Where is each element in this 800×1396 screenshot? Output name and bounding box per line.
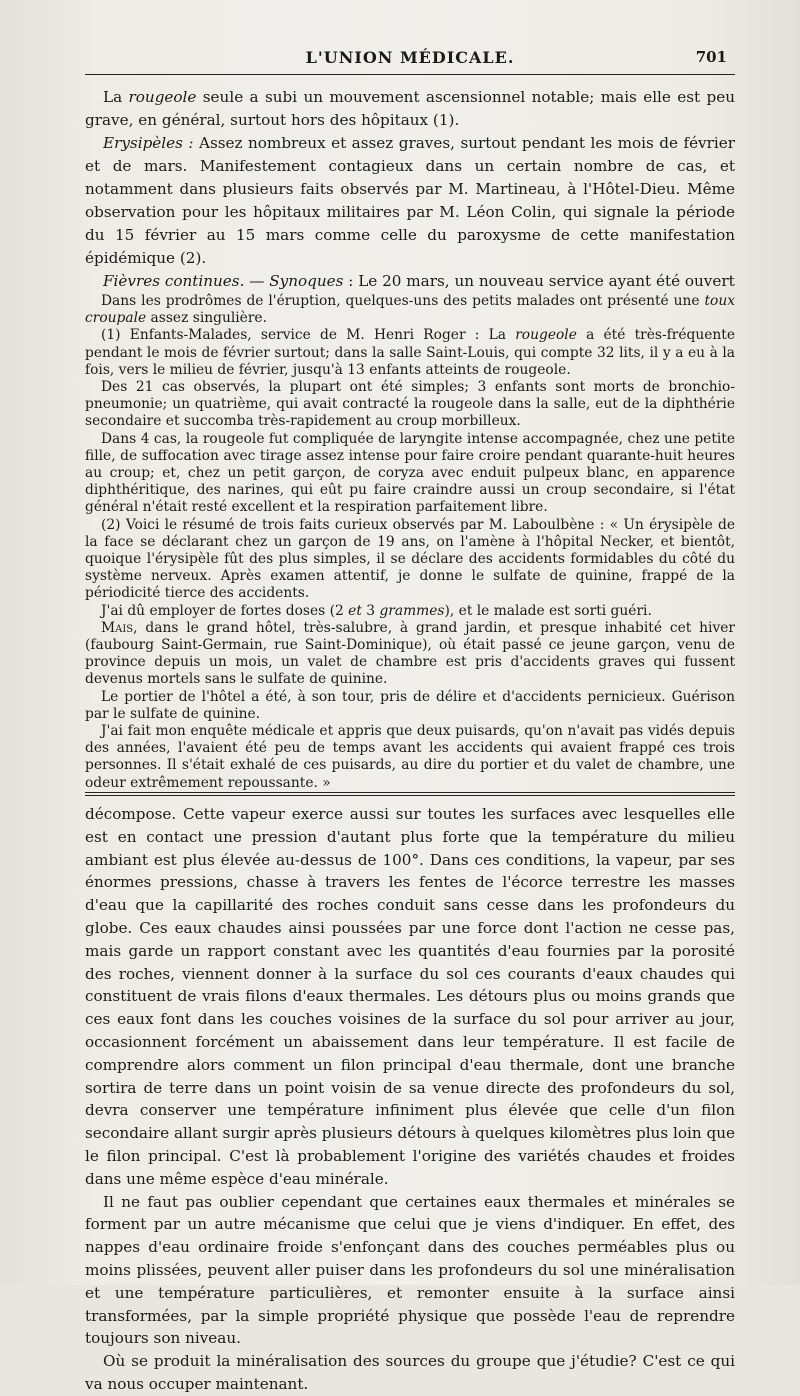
footnote-paragraph: Le portier de l'hôtel a été, à son tour, pris de délire et d'accidents pernicieux. Guérison par le sulfate de quinine. — [85, 688, 735, 722]
footnote-paragraph: Des 21 cas observés, la plupart ont été simples; 3 enfants sont morts de bronchio-pneumonie; un quatrième, qui avait contracté la rougeole dans la salle, eut de la diphthérie secondaire et succomba très-rapidement au croup morbilleux. — [85, 379, 735, 430]
main-text-top — [85, 86, 735, 293]
footnote-paragraph: Dans les prodrômes de l'éruption, quelques-uns des petits malades ont présenté une toux croupale assez singulière. — [85, 293, 735, 327]
paragraph-mineralisation: Où se produit la minéralisation des sources du groupe que j'étudie? C'est ce qui va nous occuper maintenant. — [85, 1352, 735, 1393]
page-number: 701 — [695, 48, 727, 66]
paragraph-fievres: Fièvres continues. — Synoques : Le 20 mars, un nouveau service ayant été ouvert — [103, 272, 735, 290]
paragraph-continued: décompose. Cette vapeur exerce aussi sur toutes les surfaces avec lesquelles elle est en contact une pression d'autant plus forte que la température du milieu ambiant est plus élevée au-dessus de 100°. Dans ces conditions, la vapeur, par ses énormes pressions, chasse à travers les fentes de l'écorce terrestre les masses d'eau que la capillarité des roches conduit sans cesse dans les profondeurs du globe. Ces eaux chaudes ainsi poussées par une force dont l'action ne cesse pas, mais garde un rapport constant avec les quantités d'eau fournies par la porosité des roches, viennent donner à la surface du sol ces courants d'eaux chaudes qui constituent de vrais filons d'eaux thermales. Les détours plus ou moins grands que ces eaux font dans les couches voisines de la surface du sol pour arriver au jour, occasionnent forcément un abaissement dans leur température. Il est facile de comprendre alors comment un filon principal d'eau thermale, dont une branche sortira de terre dans un point voisin de sa venue directe des profondeurs du sol, devra conserver une température infiniment plus élevée que celle d'un filon secondaire allant surgir après plusieurs détours à quelques kilomètres plus loin que le filon principal. C'est là probablement l'origine des variétés chaudes et froides dans une même espèce d'eau minérale. — [85, 805, 735, 1188]
footnote-2: (2) Voici le résumé de trois faits curieux observés par M. Laboulbène : « Un érysipèle de la face se déclarant chez un garçon de 19 ans, on l'amène à l'hôpital Necker, et bientôt, quoique l'érysipèle fût des plus simples, il se déclare des accidents formidables du côté du système nerveux. Après examen attentif, je donne le sulfate de quinine, frappé de la périodicité tierce des accidents. — [85, 516, 735, 602]
footnote-1: (1) Enfants-Malades, service de M. Henri Roger : La rougeole a été très-fréquente pendant le mois de février surtout; dans la salle Saint-Louis, qui compte 32 lits, il y a eu à la fois, vers le milieu de février, jusqu'à 13 enfants atteints de rougeole. — [85, 327, 735, 378]
main-text-bottom — [85, 803, 735, 1396]
footnotes — [85, 293, 735, 792]
footnote-paragraph: J'ai dû employer de fortes doses (2 et 3 grammes), et le malade est sorti guéri. — [101, 602, 652, 619]
header-rule — [85, 74, 735, 75]
footnote-paragraph: J'ai fait mon enquête médicale et appris que deux puisards, qu'on n'avait pas vidés depuis des années, l'avaient été peu de temps avant les accidents qui avaient frappé ces trois personnes. Il s'était exhalé de ces puisards, au dire du portier et du valet de chambre, une odeur extrêmement repoussante. » — [85, 723, 735, 791]
paragraph-mecanisme: Il ne faut pas oublier cependant que certaines eaux thermales et minérales se forment par un autre mécanisme que celui que je viens d'indiquer. En effet, des nappes d'eau ordinaire froide s'enfonçant dans des couches perméables plus ou moins plissées, peuvent aller puiser dans les profondeurs du sol une minéralisation et une température particulières, et remonter ensuite à la surface ainsi transformées, par la simple propriété physique que possède l'eau de reprendre toujours son niveau. — [85, 1192, 735, 1348]
section-divider — [85, 792, 735, 796]
running-title: L'UNION MÉDICALE. — [305, 48, 515, 67]
footnote-paragraph: Dans 4 cas, la rougeole fut compliquée de laryngite intense accompagnée, chez une petite fille, de suffocation avec tirage assez intense pour faire croire pendant quarante-huit heures au croup; et, chez un petit garçon, de coryza avec enduit pulpeux blanc, en apparence diphthéritique, des narines, qui eût pu faire craindre aussi un croup secondaire, si l'état général n'était resté excellent et la respiration parfaitement libre. — [85, 430, 735, 516]
page-header — [85, 48, 735, 72]
footnote-paragraph: Mais, dans le grand hôtel, très-salubre, à grand jardin, et presque inhabité cet hiver (faubourg Saint-Germain, rue Saint-Dominique), où était passé ce jeune garçon, venu de province depuis un mois, un valet de chambre est pris d'accidents graves qui fussent devenus mortels sans le sulfate de quinine. — [85, 619, 735, 688]
paragraph-rougeole: La rougeole seule a subi un mouvement ascensionnel notable; mais elle est peu grave, en général, surtout hors des hôpitaux (1). — [85, 88, 736, 129]
paragraph-erysipeles: Erysipèles : Assez nombreux et assez graves, surtout pendant les mois de février et de mars. Manifestement contagieux dans un certain nombre de cas, et notamment dans plusieurs faits observés par M. Martineau, à l'Hôtel-Dieu. Même observation pour les hôpitaux militaires par M. Léon Colin, qui signale la période du 15 février au 15 mars comme celle du paroxysme de cette manifestation épidémique (2). — [85, 134, 735, 267]
